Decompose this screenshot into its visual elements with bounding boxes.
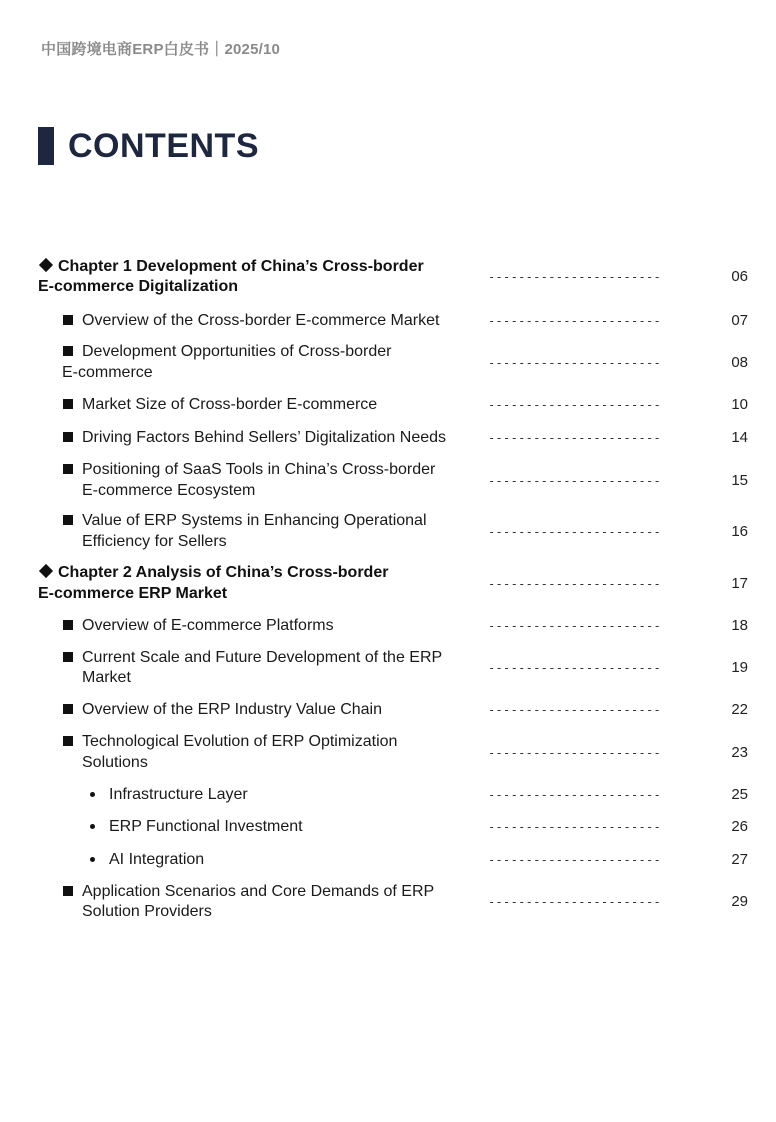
dot-leader: ----------------------- bbox=[488, 746, 662, 760]
square-bullet-icon bbox=[63, 886, 73, 896]
page-number: 26 bbox=[731, 818, 748, 835]
dot-bullet-icon bbox=[90, 857, 95, 862]
section-title-line1: Positioning of SaaS Tools in China’s Cross-border bbox=[82, 461, 436, 478]
dot-bullet-icon bbox=[90, 792, 95, 797]
section-title-line2: Solution Providers bbox=[82, 903, 212, 920]
page-title: CONTENTS bbox=[68, 126, 259, 165]
subsection-title: AI Integration bbox=[109, 851, 205, 868]
square-bullet-icon bbox=[63, 652, 73, 662]
page-number: 23 bbox=[731, 744, 748, 761]
page-number: 15 bbox=[731, 472, 748, 489]
page-number: 27 bbox=[731, 851, 748, 868]
square-bullet-icon bbox=[63, 346, 73, 356]
diamond-icon bbox=[39, 258, 53, 272]
chapter-title-line2: E-commerce ERP Market bbox=[38, 585, 228, 602]
page-number: 22 bbox=[731, 701, 748, 718]
section-title: Driving Factors Behind Sellers’ Digitalization Needs bbox=[82, 429, 447, 446]
dot-bullet-icon bbox=[90, 824, 95, 829]
square-bullet-icon bbox=[63, 399, 73, 409]
dot-leader: ----------------------- bbox=[488, 788, 662, 802]
chapter-title-line1: Chapter 1 Development of China’s Cross-border bbox=[58, 258, 424, 275]
dot-leader: ----------------------- bbox=[488, 525, 662, 539]
page-number: 14 bbox=[731, 429, 748, 446]
page-number: 16 bbox=[731, 523, 748, 540]
square-bullet-icon bbox=[63, 620, 73, 630]
section-title-line1: Value of ERP Systems in Enhancing Operational bbox=[82, 512, 427, 529]
subsection-title: ERP Functional Investment bbox=[109, 818, 303, 835]
square-bullet-icon bbox=[63, 736, 73, 746]
page-number: 06 bbox=[731, 268, 748, 285]
dot-leader: ----------------------- bbox=[488, 356, 662, 370]
section-title-line2: E-commerce Ecosystem bbox=[82, 482, 256, 499]
page-number: 17 bbox=[731, 575, 748, 592]
section-title: Overview of the Cross-border E-commerce Market bbox=[82, 312, 440, 329]
dot-leader: ----------------------- bbox=[488, 398, 662, 412]
section-title-line2: Solutions bbox=[82, 754, 148, 771]
dot-leader: ----------------------- bbox=[488, 577, 662, 591]
dot-leader: ----------------------- bbox=[488, 619, 662, 633]
section-title: Market Size of Cross-border E-commerce bbox=[82, 396, 378, 413]
dot-leader: ----------------------- bbox=[488, 820, 662, 834]
chapter-title-line1: Chapter 2 Analysis of China’s Cross-border bbox=[58, 564, 389, 581]
contents-heading bbox=[38, 127, 259, 165]
dot-leader: ----------------------- bbox=[488, 474, 662, 488]
dot-leader: ----------------------- bbox=[488, 314, 662, 328]
square-bullet-icon bbox=[63, 315, 73, 325]
section-title-line1: Technological Evolution of ERP Optimization bbox=[82, 733, 398, 750]
section-title-line2: Efficiency for Sellers bbox=[82, 533, 227, 550]
dot-leader: ----------------------- bbox=[488, 270, 662, 284]
page-number: 25 bbox=[731, 786, 748, 803]
dot-leader: ----------------------- bbox=[488, 853, 662, 867]
dot-leader: ----------------------- bbox=[488, 661, 662, 675]
dot-leader: ----------------------- bbox=[488, 703, 662, 717]
chapter-title-line2: E-commerce Digitalization bbox=[38, 278, 239, 295]
section-title-line1: Development Opportunities of Cross-border bbox=[82, 343, 392, 360]
section-title: Overview of E-commerce Platforms bbox=[82, 617, 334, 634]
page-number: 19 bbox=[731, 659, 748, 676]
page-number: 07 bbox=[731, 312, 748, 329]
title-accent-bar bbox=[38, 127, 54, 165]
diamond-icon bbox=[39, 564, 53, 578]
dot-leader: ----------------------- bbox=[488, 895, 662, 909]
page-number: 18 bbox=[731, 617, 748, 634]
section-title: Overview of the ERP Industry Value Chain bbox=[82, 701, 382, 718]
page-number: 08 bbox=[731, 354, 748, 371]
square-bullet-icon bbox=[63, 432, 73, 442]
square-bullet-icon bbox=[63, 704, 73, 714]
section-title-line2: E-commerce bbox=[62, 364, 153, 381]
page-number: 29 bbox=[731, 893, 748, 910]
document-header: 中国跨境电商ERP白皮书｜2025/10 bbox=[41, 41, 281, 58]
square-bullet-icon bbox=[63, 515, 73, 525]
square-bullet-icon bbox=[63, 464, 73, 474]
page-number: 10 bbox=[731, 396, 748, 413]
dot-leader: ----------------------- bbox=[488, 431, 662, 445]
subsection-title: Infrastructure Layer bbox=[109, 786, 248, 803]
section-title-line1: Current Scale and Future Development of the ERP bbox=[82, 649, 443, 666]
section-title-line1: Application Scenarios and Core Demands of ERP bbox=[82, 883, 435, 900]
section-title-line2: Market bbox=[82, 669, 131, 686]
